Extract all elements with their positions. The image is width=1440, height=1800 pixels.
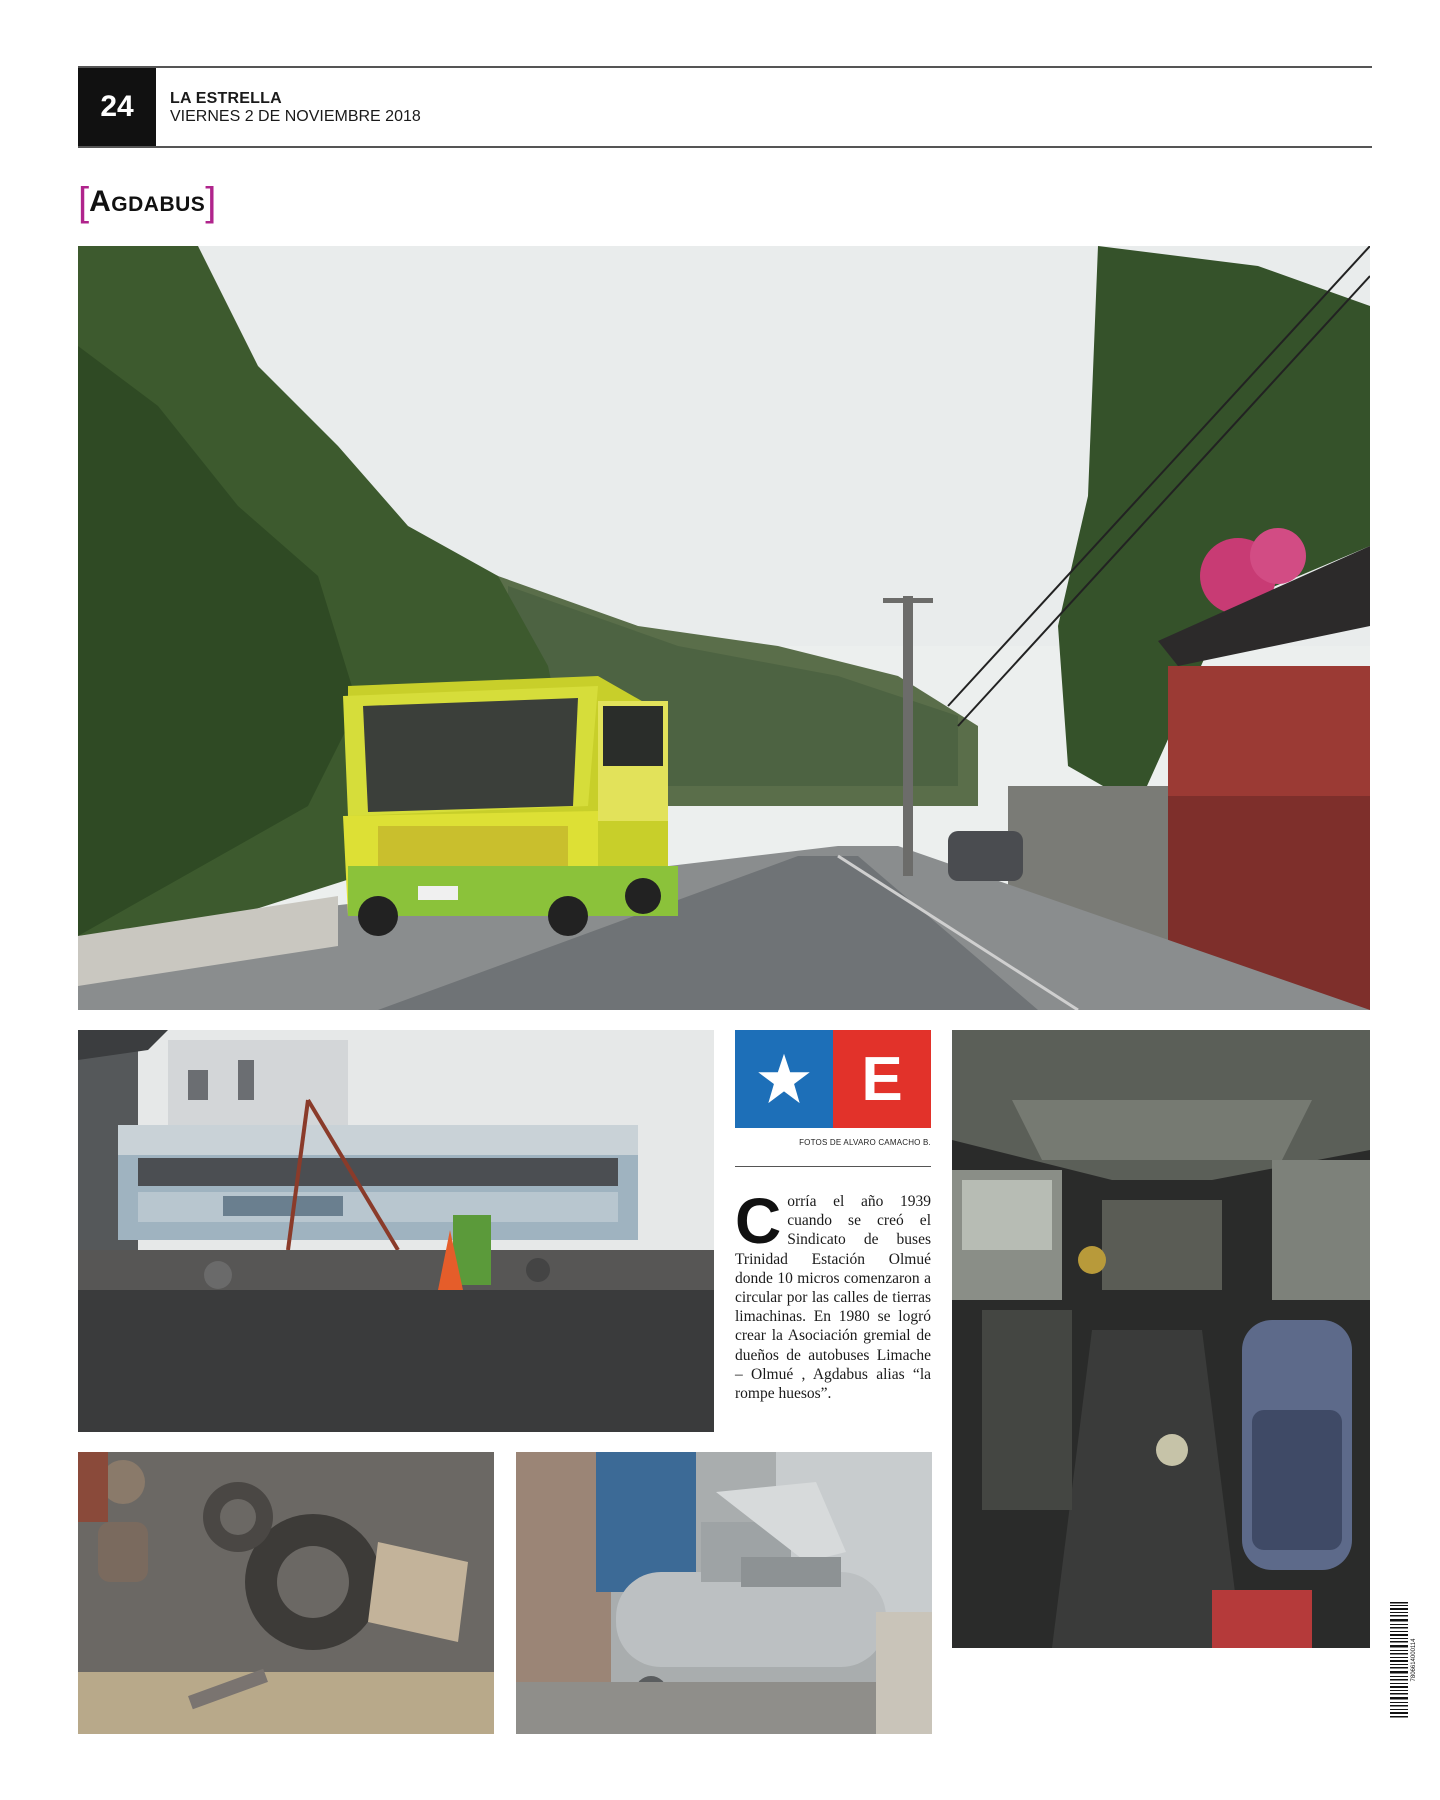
section-bracket-left: [ — [78, 180, 90, 224]
publication-name: LA ESTRELLA — [170, 90, 282, 107]
page-number: 24 — [78, 68, 156, 146]
photo-rusty-parts — [78, 1452, 494, 1734]
publication-date: VIERNES 2 DE NOVIEMBRE 2018 — [170, 108, 421, 125]
section-bracket-right: ] — [205, 180, 217, 224]
article-body — [735, 1185, 931, 1403]
section-title — [78, 182, 216, 222]
section-title-text: Agdabus — [89, 185, 206, 218]
article-text: orría el año 1939 cuando se creó el Sindicato de buses Trinidad Estación Olmué donde 10 micros comenzaron a circular por las calles de tierras limachinas. En 1980 se logró crear la Asociación gremial de dueños de autobuses Limache – Olmué , Agdabus alias “la rompe huesos”. — [735, 1193, 931, 1403]
logo-letter: E — [833, 1030, 931, 1128]
photo-credit: FOTOS DE ALVARO CAMACHO B. — [799, 1138, 931, 1147]
barcode — [1388, 1600, 1418, 1720]
header-rule-top — [78, 66, 1372, 68]
main-photo-bus — [78, 246, 1370, 1010]
barcode-digits: 7806614000114 — [1411, 1638, 1417, 1682]
star-icon — [756, 1051, 812, 1107]
la-estrella-logo — [735, 1030, 931, 1128]
barcode-icon — [1388, 1600, 1418, 1720]
photo-bus-interior-workshop — [952, 1030, 1370, 1648]
header-rule-bottom — [78, 146, 1372, 148]
credit-rule — [735, 1166, 931, 1167]
photo-old-bus-yard — [78, 1030, 714, 1432]
photo-air-compressor — [516, 1452, 932, 1734]
logo-blue-panel — [735, 1030, 833, 1128]
article-dropcap: C — [735, 1185, 782, 1257]
